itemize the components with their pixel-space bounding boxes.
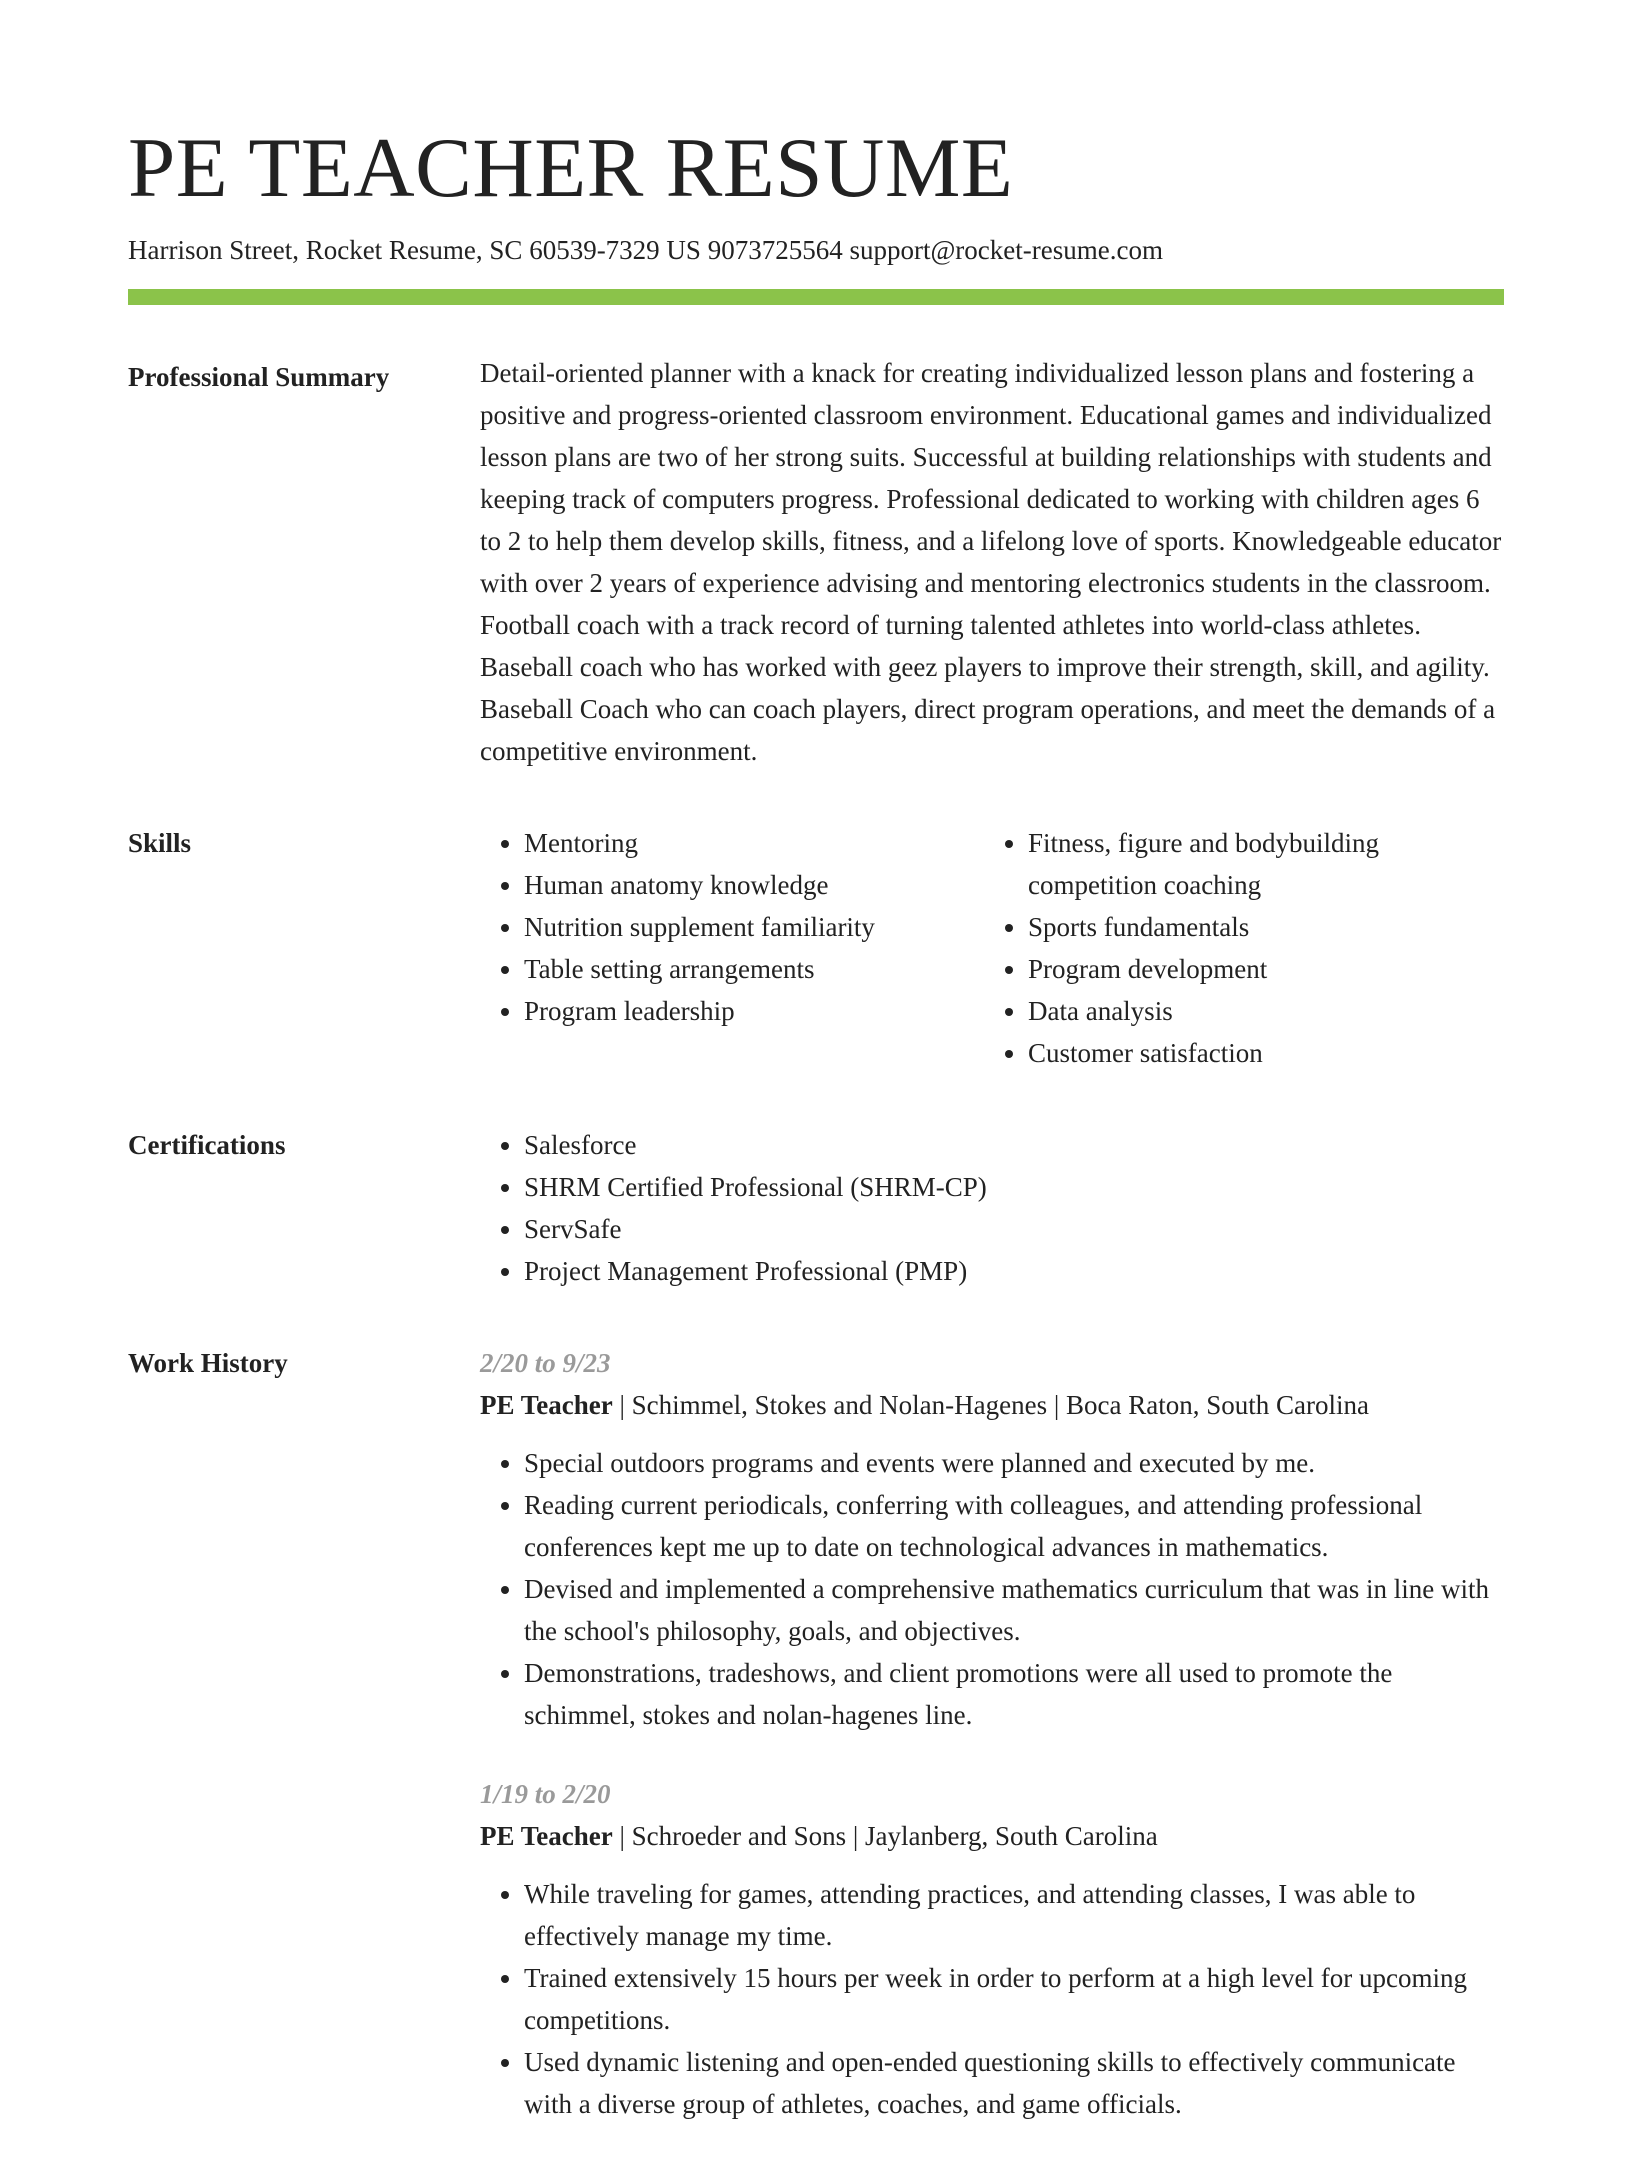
job-employer-location: | Schimmel, Stokes and Nolan-Hagenes | Boca Raton, South Carolina	[612, 1390, 1369, 1420]
section-body	[480, 1124, 1504, 1292]
job-role: PE Teacher	[480, 1821, 613, 1851]
skill-item: • Customer satisfaction	[1028, 1032, 1488, 1074]
skill-item: • Fitness, figure and bodybuilding competition coaching	[1028, 822, 1488, 906]
job-bullet: • Demonstrations, tradeshows, and client promotions were all used to promote the schimmel, stokes and nolan-hagenes line.	[524, 1652, 1504, 1736]
job-bullet: • Reading current periodicals, conferring with colleagues, and attending professional conferences kept me up to date on technological advances in mathematics.	[524, 1484, 1504, 1568]
skill-item: • Program leadership	[524, 990, 984, 1032]
section-label: Professional Summary	[128, 362, 390, 392]
skill-item: • Table setting arrangements	[524, 948, 984, 990]
job-entry	[480, 1342, 1504, 1736]
certifications-list	[480, 1124, 1504, 1292]
skills-columns	[480, 822, 1504, 1074]
section-certifications	[128, 1124, 1504, 1292]
page-title: PE TEACHER RESUME	[128, 121, 1014, 215]
job-role: PE Teacher	[480, 1390, 613, 1420]
job-dates: 1/19 to 2/20	[480, 1779, 611, 1809]
section-skills	[128, 822, 1504, 1074]
skill-item: • Program development	[1028, 948, 1488, 990]
certification-item: • Salesforce	[524, 1124, 1504, 1166]
job-bullet: • While traveling for games, attending practices, and attending classes, I was able to effectively manage my time.	[524, 1873, 1504, 1957]
contact-line: Harrison Street, Rocket Resume, SC 60539-7329 US 9073725564 support@rocket-resume.com	[128, 235, 1163, 265]
job-employer-location: | Schroeder and Sons | Jaylanberg, South Carolina	[612, 1821, 1158, 1851]
certification-item: • SHRM Certified Professional (SHRM-CP)	[524, 1166, 1504, 1208]
job-bullet: • Trained extensively 15 hours per week in order to perform at a high level for upcoming competitions.	[524, 1957, 1504, 2041]
section-work-history	[128, 1342, 1504, 2162]
job-bullets	[480, 1873, 1504, 2125]
skill-item: • Human anatomy knowledge	[524, 864, 984, 906]
job-title-line	[480, 1815, 1504, 1857]
summary-text: Detail-oriented planner with a knack for creating individualized lesson plans and fostering a positive and progress-oriented classroom environment. Educational games and individualized lesson plans are two of her strong suits. Successful at building relationships with students and keeping track of computers progress. Professional dedicated to working with children ages 6 to 2 to help them develop skills, fitness, and a lifelong love of sports. Knowledgeable educator with over 2 years of experience advising and mentoring electronics students in the classroom. Football coach with a track record of turning talented athletes into world-class athletes. Baseball coach who has worked with geez players to improve their strength, skill, and agility. Baseball Coach who can coach players, direct program operations, and meet the demands of a competitive environment.	[480, 358, 1502, 766]
section-label: Certifications	[128, 1130, 286, 1160]
section-body	[480, 1342, 1504, 2162]
certification-item: • Project Management Professional (PMP)	[524, 1250, 1504, 1292]
job-entry	[480, 1773, 1504, 2125]
section-body	[480, 822, 1504, 1074]
skill-item: • Mentoring	[524, 822, 984, 864]
job-bullet: • Devised and implemented a comprehensive mathematics curriculum that was in line with the school's philosophy, goals, and objectives.	[524, 1568, 1504, 1652]
job-bullets	[480, 1442, 1504, 1736]
section-label: Skills	[128, 828, 192, 858]
job-bullet: • Special outdoors programs and events were planned and executed by me.	[524, 1442, 1504, 1484]
header-divider	[128, 289, 1504, 305]
job-dates: 2/20 to 9/23	[480, 1348, 611, 1378]
skills-list-left	[480, 822, 984, 1032]
job-bullet: • Used dynamic listening and open-ended questioning skills to effectively communicate with a diverse group of athletes, coaches, and game officials.	[524, 2041, 1504, 2125]
skill-item: • Nutrition supplement familiarity	[524, 906, 984, 948]
skills-column-left	[480, 822, 984, 1074]
section-body	[480, 356, 1504, 772]
skills-column-right	[984, 822, 1488, 1074]
skill-item: • Data analysis	[1028, 990, 1488, 1032]
job-title-line	[480, 1384, 1504, 1426]
skill-item: • Sports fundamentals	[1028, 906, 1488, 948]
skills-list-right	[984, 822, 1488, 1074]
section-professional-summary	[128, 356, 1504, 772]
certification-item: • ServSafe	[524, 1208, 1504, 1250]
section-label: Work History	[128, 1348, 288, 1378]
